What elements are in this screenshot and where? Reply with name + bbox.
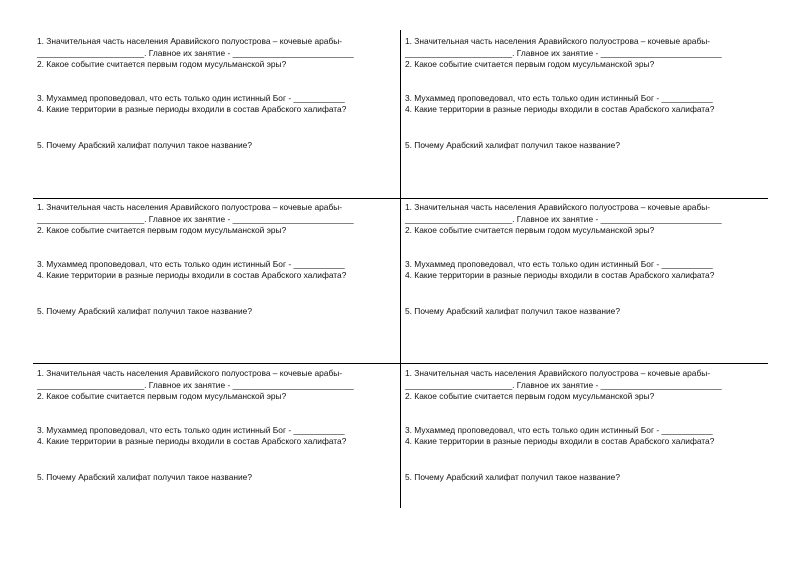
question-1-line-2: _______________________. Главное их занятие - __________________________: [37, 213, 354, 224]
question-4: 4. Какие территории в разные периоды входили в состав Арабского халифата?: [405, 104, 715, 114]
question-2: 2. Какое событие считается первым годом мусульманской эры?: [405, 225, 655, 235]
question-2: 2. Какое событие считается первым годом мусульманской эры?: [37, 225, 287, 235]
question-2: 2. Какое событие считается первым годом мусульманской эры?: [37, 391, 287, 401]
horizontal-cut-line-1: [33, 198, 768, 199]
question-5: 5. Почему Арабский халифат получил такое название?: [37, 305, 252, 316]
question-5: 5. Почему Арабский халифат получил такое название?: [405, 139, 620, 150]
question-5: 5. Почему Арабский халифат получил такое название?: [405, 305, 620, 316]
cards-grid: [33, 30, 768, 508]
question-3: 3. Мухаммед проповедовал, что есть только один истинный Бог - ___________: [405, 92, 713, 103]
question-2: 2. Какое событие считается первым годом мусульманской эры?: [405, 59, 655, 69]
question-4: 4. Какие территории в разные периоды входили в состав Арабского халифата?: [37, 436, 347, 446]
question-1-line-2: _______________________. Главное их занятие - __________________________: [37, 47, 354, 58]
question-3: 3. Мухаммед проповедовал, что есть только один истинный Бог - ___________: [405, 258, 713, 269]
question-3: 3. Мухаммед проповедовал, что есть только один истинный Бог - ___________: [37, 92, 345, 103]
question-1-line-1: 1. Значительная часть населения Аравийского полуострова – кочевые арабы-: [405, 202, 711, 212]
question-1-line-2: _______________________. Главное их занятие - __________________________: [37, 379, 354, 390]
question-3: 3. Мухаммед проповедовал, что есть только один истинный Бог - ___________: [405, 424, 713, 435]
question-5: 5. Почему Арабский халифат получил такое название?: [37, 139, 252, 150]
question-4: 4. Какие территории в разные периоды входили в состав Арабского халифата?: [405, 270, 715, 280]
question-5: 5. Почему Арабский халифат получил такое название?: [37, 471, 252, 482]
question-1-line-1: 1. Значительная часть населения Аравийского полуострова – кочевые арабы-: [405, 368, 711, 378]
question-1-line-1: 1. Значительная часть населения Аравийского полуострова – кочевые арабы-: [37, 202, 343, 212]
question-4: 4. Какие территории в разные периоды входили в состав Арабского халифата?: [37, 104, 347, 114]
question-1-line-1: 1. Значительная часть населения Аравийского полуострова – кочевые арабы-: [37, 36, 343, 46]
question-2: 2. Какое событие считается первым годом мусульманской эры?: [37, 59, 287, 69]
question-3: 3. Мухаммед проповедовал, что есть только один истинный Бог - ___________: [37, 258, 345, 269]
question-1-line-1: 1. Значительная часть населения Аравийского полуострова – кочевые арабы-: [405, 36, 711, 46]
question-1-line-2: _______________________. Главное их занятие - __________________________: [405, 213, 722, 224]
question-5: 5. Почему Арабский халифат получил такое название?: [405, 471, 620, 482]
question-4: 4. Какие территории в разные периоды входили в состав Арабского халифата?: [405, 436, 715, 446]
question-card-r2-right: [405, 202, 765, 362]
vertical-cut-line: [400, 30, 401, 508]
question-card-r1-left: [37, 36, 397, 196]
question-card-r3-right: [405, 368, 765, 528]
horizontal-cut-line-2: [33, 363, 768, 364]
question-card-r1-right: [405, 36, 765, 196]
question-card-r3-left: [37, 368, 397, 528]
question-card-r2-left: [37, 202, 397, 362]
question-1-line-2: _______________________. Главное их занятие - __________________________: [405, 47, 722, 58]
question-1-line-2: _______________________. Главное их занятие - __________________________: [405, 379, 722, 390]
question-1-line-1: 1. Значительная часть населения Аравийского полуострова – кочевые арабы-: [37, 368, 343, 378]
question-3: 3. Мухаммед проповедовал, что есть только один истинный Бог - ___________: [37, 424, 345, 435]
question-2: 2. Какое событие считается первым годом мусульманской эры?: [405, 391, 655, 401]
question-4: 4. Какие территории в разные периоды входили в состав Арабского халифата?: [37, 270, 347, 280]
